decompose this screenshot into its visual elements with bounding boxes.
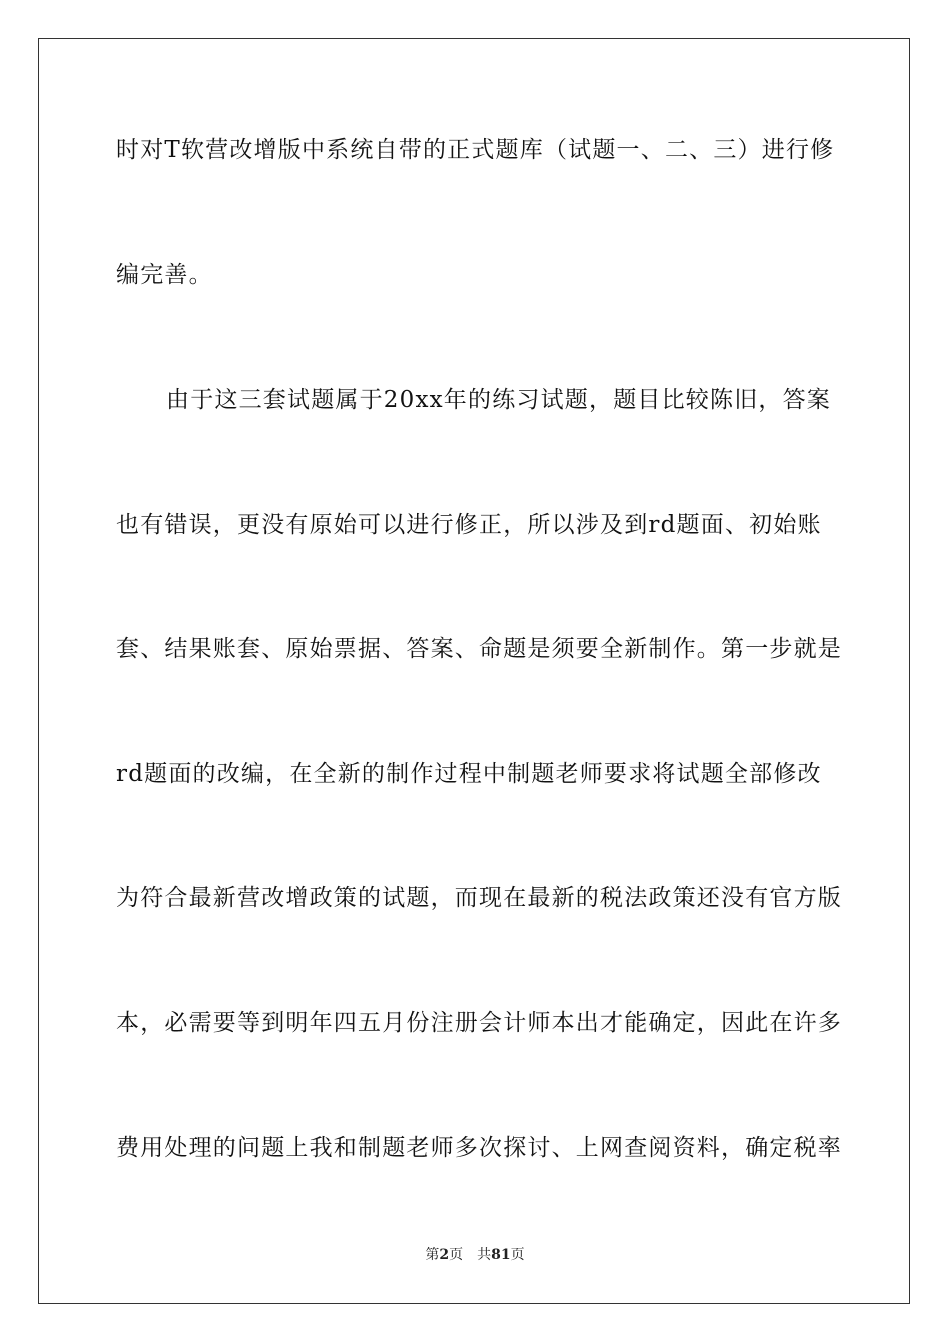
text-line: 套、结果账套、原始票据、答案、命题是须要全新制作。第一步就是	[116, 636, 842, 662]
page-label-suffix: 页	[449, 1247, 464, 1263]
page-footer	[0, 1246, 950, 1264]
text-line: 本，必需要等到明年四五月份注册会计师本出才能确定，因此在许多	[116, 1010, 842, 1036]
total-label-prefix: 共	[477, 1247, 492, 1263]
text-line: 编完善。	[116, 262, 213, 288]
page-number: 2	[439, 1247, 450, 1263]
paragraph-first-line: 由于这三套试题属于20xx年的练习试题，题目比较陈旧，答案	[166, 387, 832, 413]
page-border	[38, 38, 910, 1304]
page-label-prefix: 第	[425, 1247, 440, 1263]
total-pages: 81	[491, 1247, 511, 1263]
text-line: rd题面的改编，在全新的制作过程中制题老师要求将试题全部修改	[116, 761, 822, 787]
total-label-suffix: 页	[510, 1247, 525, 1263]
text-line: 费用处理的问题上我和制题老师多次探讨、上网查阅资料，确定税率	[116, 1135, 842, 1161]
text-line: 时对T软营改增版中系统自带的正式题库（试题一、二、三）进行修	[116, 137, 835, 163]
text-line: 为符合最新营改增政策的试题，而现在最新的税法政策还没有官方版	[116, 885, 842, 911]
text-line: 也有错误，更没有原始可以进行修正，所以涉及到rd题面、初始账	[116, 512, 822, 538]
